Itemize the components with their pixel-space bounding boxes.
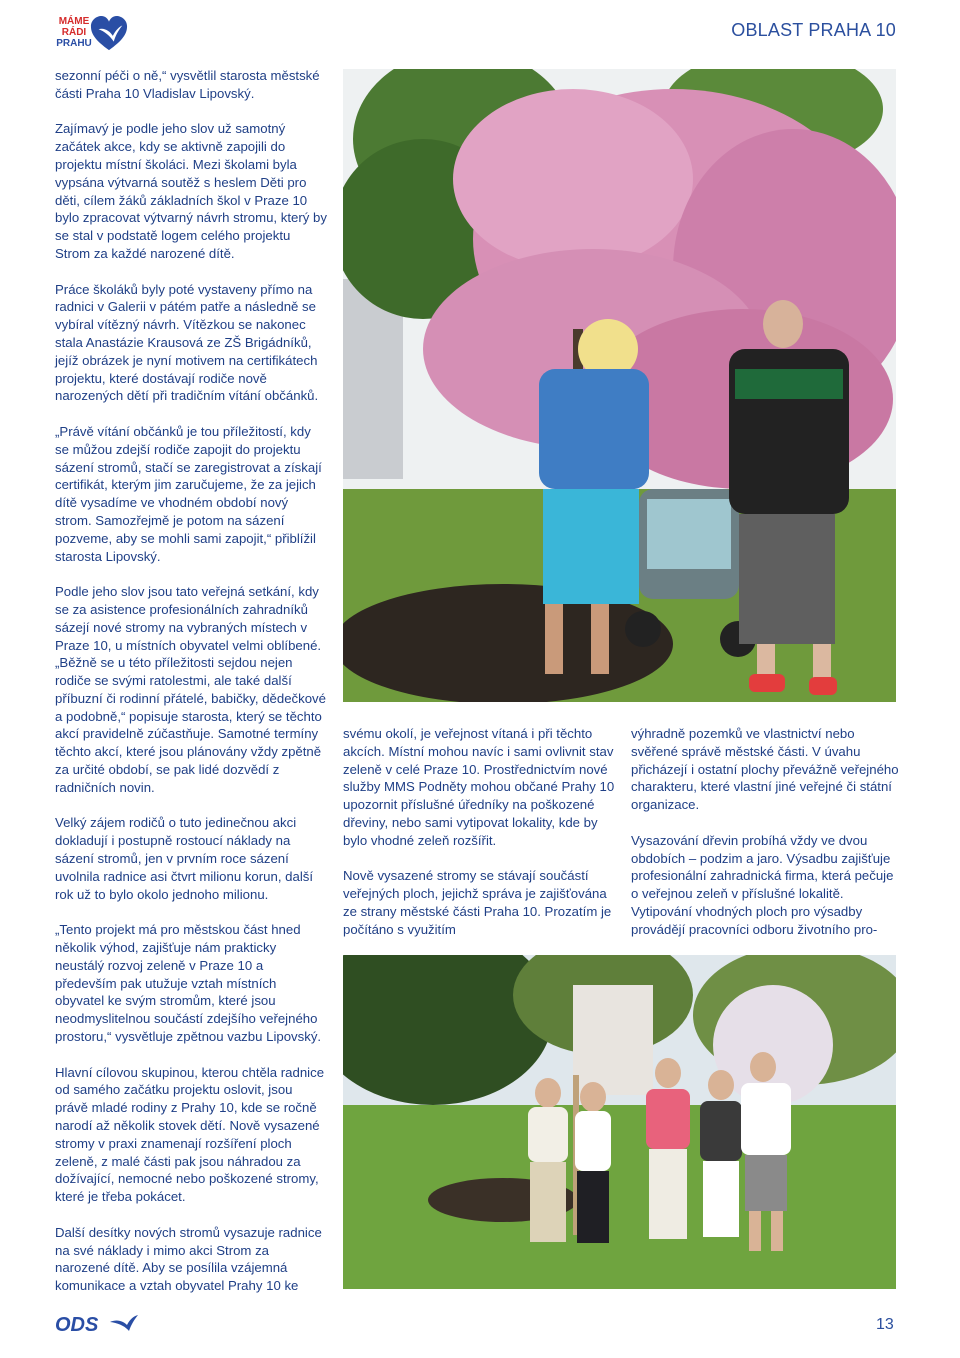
paragraph: Práce školáků byly poté vystaveny přímo na radnici v Galerii v pátém patře a následně se vybíral vítězný návrh. Vítězkou se nakonec stala Anastázie Krausová ze ZŠ Brigádníků, jejíž obrázek je nyní motivem na certifikátech projektu, které dostávají rodiče nově narozených dětí při tradičním vítání občánků. — [55, 281, 319, 404]
ods-logo-text: ODS — [55, 1314, 99, 1336]
paragraph: Hlavní cílovou skupinou, kterou chtěla radnice od samého začátku projektu oslovit, jsou právě mladé rodiny z Prahy 10, kde se ročně narodí až několik stovek dětí. Nově vysazené stromy v praxi znamenají rozšíření ploch zeleně, z malé části pak jsou náhradou za dožívající, nemocné nebo poškozené stromy, které je třeba pokácet. — [55, 1064, 325, 1205]
logo-line-2: RÁDI — [61, 27, 87, 38]
bird-icon — [110, 1315, 138, 1331]
heart-bird-icon — [90, 15, 128, 53]
right-text-column — [631, 725, 903, 956]
photo-couple-with-stroller — [343, 69, 896, 702]
paragraph: Vysazování dřevin probíhá vždy ve dvou obdobích – podzim a jaro. Výsadbu zajišťuje profesionální zahradnická firma, která pečuje o veřejnou zeleň v příslušné lokalitě. Vytipování vhodných ploch pro výsadby provádějí pracovníci odboru životního pro- — [631, 832, 894, 937]
left-text-column — [55, 67, 327, 1313]
paragraph: Další desítky nových stromů vysazuje radnice na své náklady i mimo akci Strom za narozené dítě. Aby se posílila vzájemná komunikace a vztah obyvatel Prahy 10 ke — [55, 1224, 322, 1294]
ods-party-logo — [55, 1312, 139, 1336]
paragraph: „Tento projekt má pro městskou část hned několik výhod, zajišťuje nám prakticky neustálý rozvoj zeleně v Praze 10 a především pak utužuje vztah místních obyvatel ke svým stromům, které jsou neodmyslitelnou součástí zdejšího veřejného prostoru,“ vysvětluje zpětnou vazbu Lipovský. — [55, 922, 322, 1045]
photo-couple-illustration — [343, 69, 896, 702]
logo-wordmark — [54, 16, 94, 49]
paragraph: Podle jeho slov jsou tato veřejná setkání, kdy se za asistence profesionálních zahradníků sázejí nové stromy na vybraných místech v Praze 10, u místních obyvatel velmi oblíbené. „Běžně se u této příležitosti sejdou nejen rodiče se svými ratolestmi, ale také další příbuzní či rodinní přátelé, babičky, dědečkové a podobně,“ popisuje starosta, který se těchto akcí pravidelně zúčastňuje. Samotné termíny těchto akcí, které jsou plánovány vždy zpětně za určité období, se pak lidé dozvědí z radničních novin. — [55, 584, 326, 795]
paragraph: Velký zájem rodičů o tuto jedinečnou akci dokladují i postupně rostoucí náklady na sázení stromů, jen v prvním roce sázení uvolnila radnice asi čtvrt milionu korun, další rok už to bylo okolo jednoho milionu. — [55, 815, 314, 902]
photo-families-illustration — [343, 955, 896, 1289]
section-title: OBLAST PRAHA 10 — [731, 20, 896, 40]
paragraph: výhradně pozemků ve vlastnictví nebo svěřené správě městské části. V úvahu přicházejí i ostatní plochy převážně veřejného charakteru, které vlastní jiné veřejné či státní organizace. — [631, 726, 899, 813]
paragraph: Zajímavý je podle jeho slov už samotný začátek akce, kdy se aktivně zapojili do projektu místní školáci. Mezi školami byla vypsána výtvarná soutěž s heslem Děti pro děti, cílem žáků základních škol v Praze 10 bylo zpracovat výtvarný návrh stromu, který by se stal v podstatě logem celého projektu Strom za každé narozené dítě. — [55, 121, 327, 261]
logo-line-1: MÁME — [58, 16, 90, 27]
photo-families-tree-planting — [343, 955, 896, 1289]
mame-radi-prahu-logo — [54, 14, 134, 58]
paragraph: Nově vysazené stromy se stávají součástí veřejných ploch, jejichž správa je zajišťována ze strany městské části Praha 10. Prozatím je počítáno s využitím — [343, 868, 612, 937]
paragraph: „Právě vítání občánků je tou příležitostí, kdy se můžou zdejší rodiče zapojit do projektu sázení stromů, stačí se zaregistrovat a získají certifikát, kterým jim zaručujeme, že za jejich dítě vysadíme ve vhodném období nový strom. Samozřejmě je potom na sázení pozveme, aby se mohli sami zapojit,“ přiblížil starosta Lipovský. — [55, 423, 322, 564]
page-number: 13 — [876, 1316, 894, 1333]
middle-text-column — [343, 725, 615, 956]
paragraph: svému okolí, je veřejnost vítaná i při těchto akcích. Místní mohou navíc i sami ovlivnit stav zeleně v celé Praze 10. Prostřednictvím nové služby MMS Podněty mohou občané Prahy 10 upozornit příslušné úředníky na poškozené dřeviny, nebo sami vytipovat lokality, kde by bylo vhodné zeleň rozšířit. — [343, 726, 615, 848]
logo-line-3: PRAHU — [56, 38, 92, 49]
paragraph: sezonní péči o ně,“ vysvětlil starosta městské části Praha 10 Vladislav Lipovský. — [55, 68, 320, 101]
